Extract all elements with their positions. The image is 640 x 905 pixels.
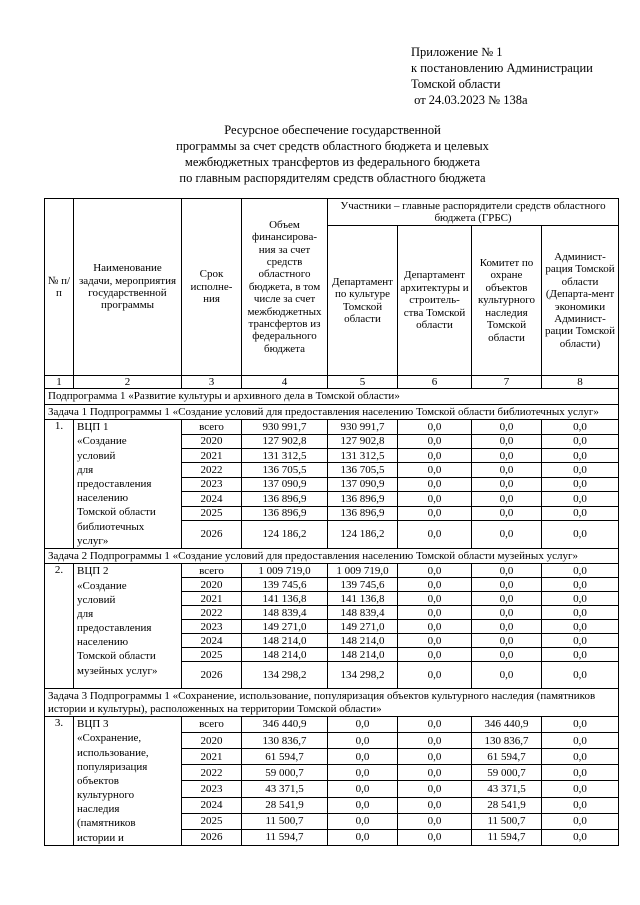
- measure-name-line: для: [77, 463, 94, 476]
- title-line: Ресурсное обеспечение государственной: [224, 123, 441, 137]
- cell-dept-culture: 136 705,5: [328, 463, 398, 477]
- measure-name: [74, 420, 182, 549]
- cell-dept-econ: 0,0: [542, 829, 619, 845]
- measure-name-line: Томской области: [77, 506, 156, 519]
- cell-period: 2020: [182, 733, 242, 749]
- cell-committee: 0,0: [472, 420, 542, 434]
- cell-total: 136 896,9: [242, 492, 328, 506]
- header-participants: Участники – главные распорядители средств областного бюджета (ГРБС): [328, 199, 619, 226]
- measure-name: [74, 717, 182, 846]
- cell-dept-arch: 0,0: [398, 420, 472, 434]
- cell-total: 136 896,9: [242, 506, 328, 520]
- cell-dept-culture: 0,0: [328, 829, 398, 845]
- cell-dept-arch: 0,0: [398, 717, 472, 733]
- cell-committee: 28 541,9: [472, 797, 542, 813]
- cell-dept-arch: 0,0: [398, 797, 472, 813]
- appendix-line: к постановлению Администрации: [411, 61, 593, 75]
- measure-name-line: «Сохранение,: [77, 732, 142, 745]
- cell-total: 131 312,5: [242, 449, 328, 463]
- header-dept-culture: Департамент по культуре Томской области: [328, 226, 398, 376]
- cell-dept-arch: 0,0: [398, 564, 472, 578]
- cell-total: 137 090,9: [242, 477, 328, 491]
- cell-dept-econ: 0,0: [542, 765, 619, 781]
- cell-dept-arch: 0,0: [398, 521, 472, 549]
- measure-name-line: наследия: [77, 803, 120, 816]
- measure-name-line: использование,: [77, 746, 149, 759]
- cell-dept-arch: 0,0: [398, 781, 472, 797]
- cell-total: 127 902,8: [242, 434, 328, 448]
- header-committee: Комитет по охране объектов культурного наследия Томской области: [472, 226, 542, 376]
- cell-committee: 0,0: [472, 463, 542, 477]
- cell-dept-culture: 148 839,4: [328, 606, 398, 620]
- cell-dept-arch: 0,0: [398, 813, 472, 829]
- cell-period: 2026: [182, 829, 242, 845]
- cell-total: 141 136,8: [242, 592, 328, 606]
- cell-dept-arch: 0,0: [398, 463, 472, 477]
- cell-dept-econ: 0,0: [542, 521, 619, 549]
- cell-committee: 0,0: [472, 606, 542, 620]
- cell-committee: 346 440,9: [472, 717, 542, 733]
- table-row: [45, 717, 619, 733]
- cell-dept-culture: 1 009 719,0: [328, 564, 398, 578]
- cell-total: 346 440,9: [242, 717, 328, 733]
- cell-committee: 0,0: [472, 662, 542, 689]
- cell-dept-econ: 0,0: [542, 662, 619, 689]
- measure-name-line: населению: [77, 636, 129, 649]
- cell-committee: 0,0: [472, 648, 542, 662]
- measure-name-line: предоставления: [77, 477, 152, 490]
- measure-name-line: библиотечных: [77, 520, 145, 533]
- measure-name-line: ВЦП 3: [77, 718, 109, 731]
- measure-name: [74, 564, 182, 689]
- cell-total: 930 991,7: [242, 420, 328, 434]
- row-number: 2.: [45, 564, 74, 689]
- cell-dept-culture: 0,0: [328, 765, 398, 781]
- appendix-block: [411, 44, 626, 108]
- cell-dept-econ: 0,0: [542, 449, 619, 463]
- measure-name-line: популяризация: [77, 760, 148, 773]
- task-row: [45, 689, 619, 717]
- header-term: Срок исполне-ния: [182, 199, 242, 376]
- title-line: программы за счет средств областного бюджета и целевых: [176, 139, 489, 153]
- col-number: 7: [472, 376, 542, 389]
- cell-dept-arch: 0,0: [398, 829, 472, 845]
- cell-dept-culture: 131 312,5: [328, 449, 398, 463]
- cell-dept-econ: 0,0: [542, 648, 619, 662]
- cell-dept-culture: 930 991,7: [328, 420, 398, 434]
- measure-name-line: «Создание: [77, 435, 127, 448]
- cell-dept-econ: 0,0: [542, 634, 619, 648]
- cell-dept-culture: 141 136,8: [328, 592, 398, 606]
- header-row: [45, 199, 619, 226]
- cell-committee: 0,0: [472, 449, 542, 463]
- cell-dept-econ: 0,0: [542, 733, 619, 749]
- cell-period: всего: [182, 420, 242, 434]
- row-number: 1.: [45, 420, 74, 549]
- cell-dept-econ: 0,0: [542, 592, 619, 606]
- cell-dept-culture: 0,0: [328, 717, 398, 733]
- cell-committee: 11 500,7: [472, 813, 542, 829]
- cell-dept-arch: 0,0: [398, 578, 472, 592]
- cell-dept-culture: 139 745,6: [328, 578, 398, 592]
- subprogram-row: [45, 389, 619, 404]
- cell-committee: 0,0: [472, 578, 542, 592]
- cell-total: 28 541,9: [242, 797, 328, 813]
- measure-name-line: населению: [77, 492, 129, 505]
- cell-dept-culture: 0,0: [328, 781, 398, 797]
- cell-period: 2020: [182, 434, 242, 448]
- appendix-line: Томской области: [411, 77, 501, 91]
- cell-dept-culture: 0,0: [328, 749, 398, 765]
- cell-period: 2021: [182, 449, 242, 463]
- cell-dept-econ: 0,0: [542, 463, 619, 477]
- task-row: [45, 548, 619, 563]
- cell-period: 2020: [182, 578, 242, 592]
- table-row: [45, 420, 619, 434]
- col-number: 4: [242, 376, 328, 389]
- header-volume: Объем финансирова-ния за счет средств областного бюджета, в том числе за счет межбюджетных трансфертов из федерального бюджета: [242, 199, 328, 376]
- appendix-line: Приложение № 1: [411, 45, 503, 59]
- cell-dept-culture: 0,0: [328, 733, 398, 749]
- cell-total: 148 839,4: [242, 606, 328, 620]
- cell-committee: 0,0: [472, 492, 542, 506]
- cell-period: 2022: [182, 765, 242, 781]
- cell-committee: 0,0: [472, 564, 542, 578]
- cell-period: всего: [182, 564, 242, 578]
- cell-total: 149 271,0: [242, 620, 328, 634]
- cell-period: 2025: [182, 648, 242, 662]
- task-title: Задача 1 Подпрограммы 1 «Создание условий для предоставления населению Томской области библиотечных услуг»: [45, 404, 619, 419]
- cell-total: 11 500,7: [242, 813, 328, 829]
- measure-name-line: культурного: [77, 789, 135, 802]
- cell-committee: 11 594,7: [472, 829, 542, 845]
- measure-name-line: условий: [77, 449, 116, 462]
- cell-total: 148 214,0: [242, 648, 328, 662]
- cell-total: 139 745,6: [242, 578, 328, 592]
- cell-total: 134 298,2: [242, 662, 328, 689]
- cell-dept-econ: 0,0: [542, 492, 619, 506]
- cell-dept-arch: 0,0: [398, 506, 472, 520]
- cell-committee: 130 836,7: [472, 733, 542, 749]
- cell-dept-arch: 0,0: [398, 606, 472, 620]
- cell-committee: 0,0: [472, 592, 542, 606]
- cell-dept-culture: 124 186,2: [328, 521, 398, 549]
- measure-name-line: ВЦП 1: [77, 421, 109, 434]
- cell-total: 59 000,7: [242, 765, 328, 781]
- task-row: [45, 404, 619, 419]
- measure-name-line: для: [77, 607, 94, 620]
- column-numbers-row: [45, 376, 619, 389]
- cell-total: 136 705,5: [242, 463, 328, 477]
- cell-total: 61 594,7: [242, 749, 328, 765]
- cell-dept-culture: 136 896,9: [328, 492, 398, 506]
- task-title: Задача 2 Подпрограммы 1 «Создание условий для предоставления населению Томской области музейных услуг»: [45, 548, 619, 563]
- cell-period: 2023: [182, 781, 242, 797]
- measure-name-line: «Создание: [77, 579, 127, 592]
- cell-dept-arch: 0,0: [398, 765, 472, 781]
- title-line: межбюджетных трансфертов из федерального бюджета: [184, 155, 481, 169]
- cell-dept-culture: 0,0: [328, 813, 398, 829]
- cell-period: 2026: [182, 521, 242, 549]
- cell-dept-econ: 0,0: [542, 797, 619, 813]
- cell-committee: 0,0: [472, 620, 542, 634]
- cell-period: 2024: [182, 634, 242, 648]
- cell-period: 2023: [182, 620, 242, 634]
- title-line: по главным распорядителям средств областного бюджета: [179, 171, 486, 185]
- measure-name-line: условий: [77, 593, 116, 606]
- cell-dept-culture: 0,0: [328, 797, 398, 813]
- cell-dept-culture: 136 896,9: [328, 506, 398, 520]
- cell-total: 130 836,7: [242, 733, 328, 749]
- cell-dept-culture: 149 271,0: [328, 620, 398, 634]
- col-number: 3: [182, 376, 242, 389]
- measure-name-line: ВЦП 2: [77, 565, 109, 578]
- cell-committee: 43 371,5: [472, 781, 542, 797]
- cell-committee: 0,0: [472, 521, 542, 549]
- header-dept-arch: Департамент архитектуры и строитель-ства Томской области: [398, 226, 472, 376]
- cell-total: 148 214,0: [242, 634, 328, 648]
- cell-committee: 59 000,7: [472, 765, 542, 781]
- cell-dept-arch: 0,0: [398, 620, 472, 634]
- cell-dept-arch: 0,0: [398, 477, 472, 491]
- cell-dept-econ: 0,0: [542, 477, 619, 491]
- cell-total: 124 186,2: [242, 521, 328, 549]
- cell-dept-culture: 148 214,0: [328, 648, 398, 662]
- document-title: [100, 122, 565, 186]
- cell-period: 2021: [182, 749, 242, 765]
- cell-dept-econ: 0,0: [542, 606, 619, 620]
- header-name: Наименование задачи, мероприятия государственной программы: [74, 199, 182, 376]
- cell-dept-arch: 0,0: [398, 662, 472, 689]
- cell-dept-arch: 0,0: [398, 733, 472, 749]
- cell-period: 2025: [182, 506, 242, 520]
- row-number: 3.: [45, 717, 74, 846]
- measure-name-line: музейных услуг»: [77, 664, 158, 677]
- cell-dept-culture: 127 902,8: [328, 434, 398, 448]
- cell-committee: 0,0: [472, 477, 542, 491]
- measure-name-line: объектов: [77, 774, 119, 787]
- cell-dept-econ: 0,0: [542, 564, 619, 578]
- col-number: 8: [542, 376, 619, 389]
- cell-period: 2022: [182, 463, 242, 477]
- cell-total: 1 009 719,0: [242, 564, 328, 578]
- measure-name-line: (памятников: [77, 817, 136, 830]
- cell-dept-econ: 0,0: [542, 434, 619, 448]
- task-title: Задача 3 Подпрограммы 1 «Сохранение, использование, популяризация объектов культурного наследия (памятников истории и культуры), расположенных на территории Томской области»: [45, 689, 619, 717]
- measure-name-line: Томской области: [77, 650, 156, 663]
- cell-dept-culture: 134 298,2: [328, 662, 398, 689]
- cell-dept-econ: 0,0: [542, 717, 619, 733]
- col-number: 6: [398, 376, 472, 389]
- cell-dept-econ: 0,0: [542, 578, 619, 592]
- cell-dept-econ: 0,0: [542, 749, 619, 765]
- cell-dept-econ: 0,0: [542, 420, 619, 434]
- cell-period: 2023: [182, 477, 242, 491]
- cell-dept-arch: 0,0: [398, 592, 472, 606]
- table-row: [45, 564, 619, 578]
- cell-committee: 0,0: [472, 434, 542, 448]
- cell-committee: 0,0: [472, 634, 542, 648]
- cell-dept-arch: 0,0: [398, 634, 472, 648]
- col-number: 5: [328, 376, 398, 389]
- cell-dept-econ: 0,0: [542, 506, 619, 520]
- cell-period: 2025: [182, 813, 242, 829]
- col-number: 1: [45, 376, 74, 389]
- subprogram-title: Подпрограмма 1 «Развитие культуры и архивного дела в Томской области»: [45, 389, 619, 404]
- cell-dept-econ: 0,0: [542, 620, 619, 634]
- cell-dept-culture: 137 090,9: [328, 477, 398, 491]
- measure-name-line: истории и: [77, 831, 124, 844]
- cell-total: 43 371,5: [242, 781, 328, 797]
- cell-period: 2026: [182, 662, 242, 689]
- cell-period: 2024: [182, 797, 242, 813]
- measure-name-line: услуг»: [77, 534, 109, 547]
- cell-dept-culture: 148 214,0: [328, 634, 398, 648]
- cell-dept-arch: 0,0: [398, 449, 472, 463]
- header-no: № п/п: [45, 199, 74, 376]
- cell-period: 2021: [182, 592, 242, 606]
- col-number: 2: [74, 376, 182, 389]
- appendix-line: от 24.03.2023 № 138а: [411, 93, 528, 107]
- cell-dept-arch: 0,0: [398, 648, 472, 662]
- measure-name-line: предоставления: [77, 622, 152, 635]
- cell-dept-arch: 0,0: [398, 492, 472, 506]
- cell-dept-econ: 0,0: [542, 813, 619, 829]
- cell-total: 11 594,7: [242, 829, 328, 845]
- cell-committee: 0,0: [472, 506, 542, 520]
- resource-table: [44, 198, 619, 846]
- cell-committee: 61 594,7: [472, 749, 542, 765]
- cell-period: всего: [182, 717, 242, 733]
- cell-period: 2024: [182, 492, 242, 506]
- cell-dept-arch: 0,0: [398, 749, 472, 765]
- header-dept-econ: Админист-рация Томской области (Департа-мент экономики Админист-рации Томской области): [542, 226, 619, 376]
- cell-period: 2022: [182, 606, 242, 620]
- cell-dept-arch: 0,0: [398, 434, 472, 448]
- cell-dept-econ: 0,0: [542, 781, 619, 797]
